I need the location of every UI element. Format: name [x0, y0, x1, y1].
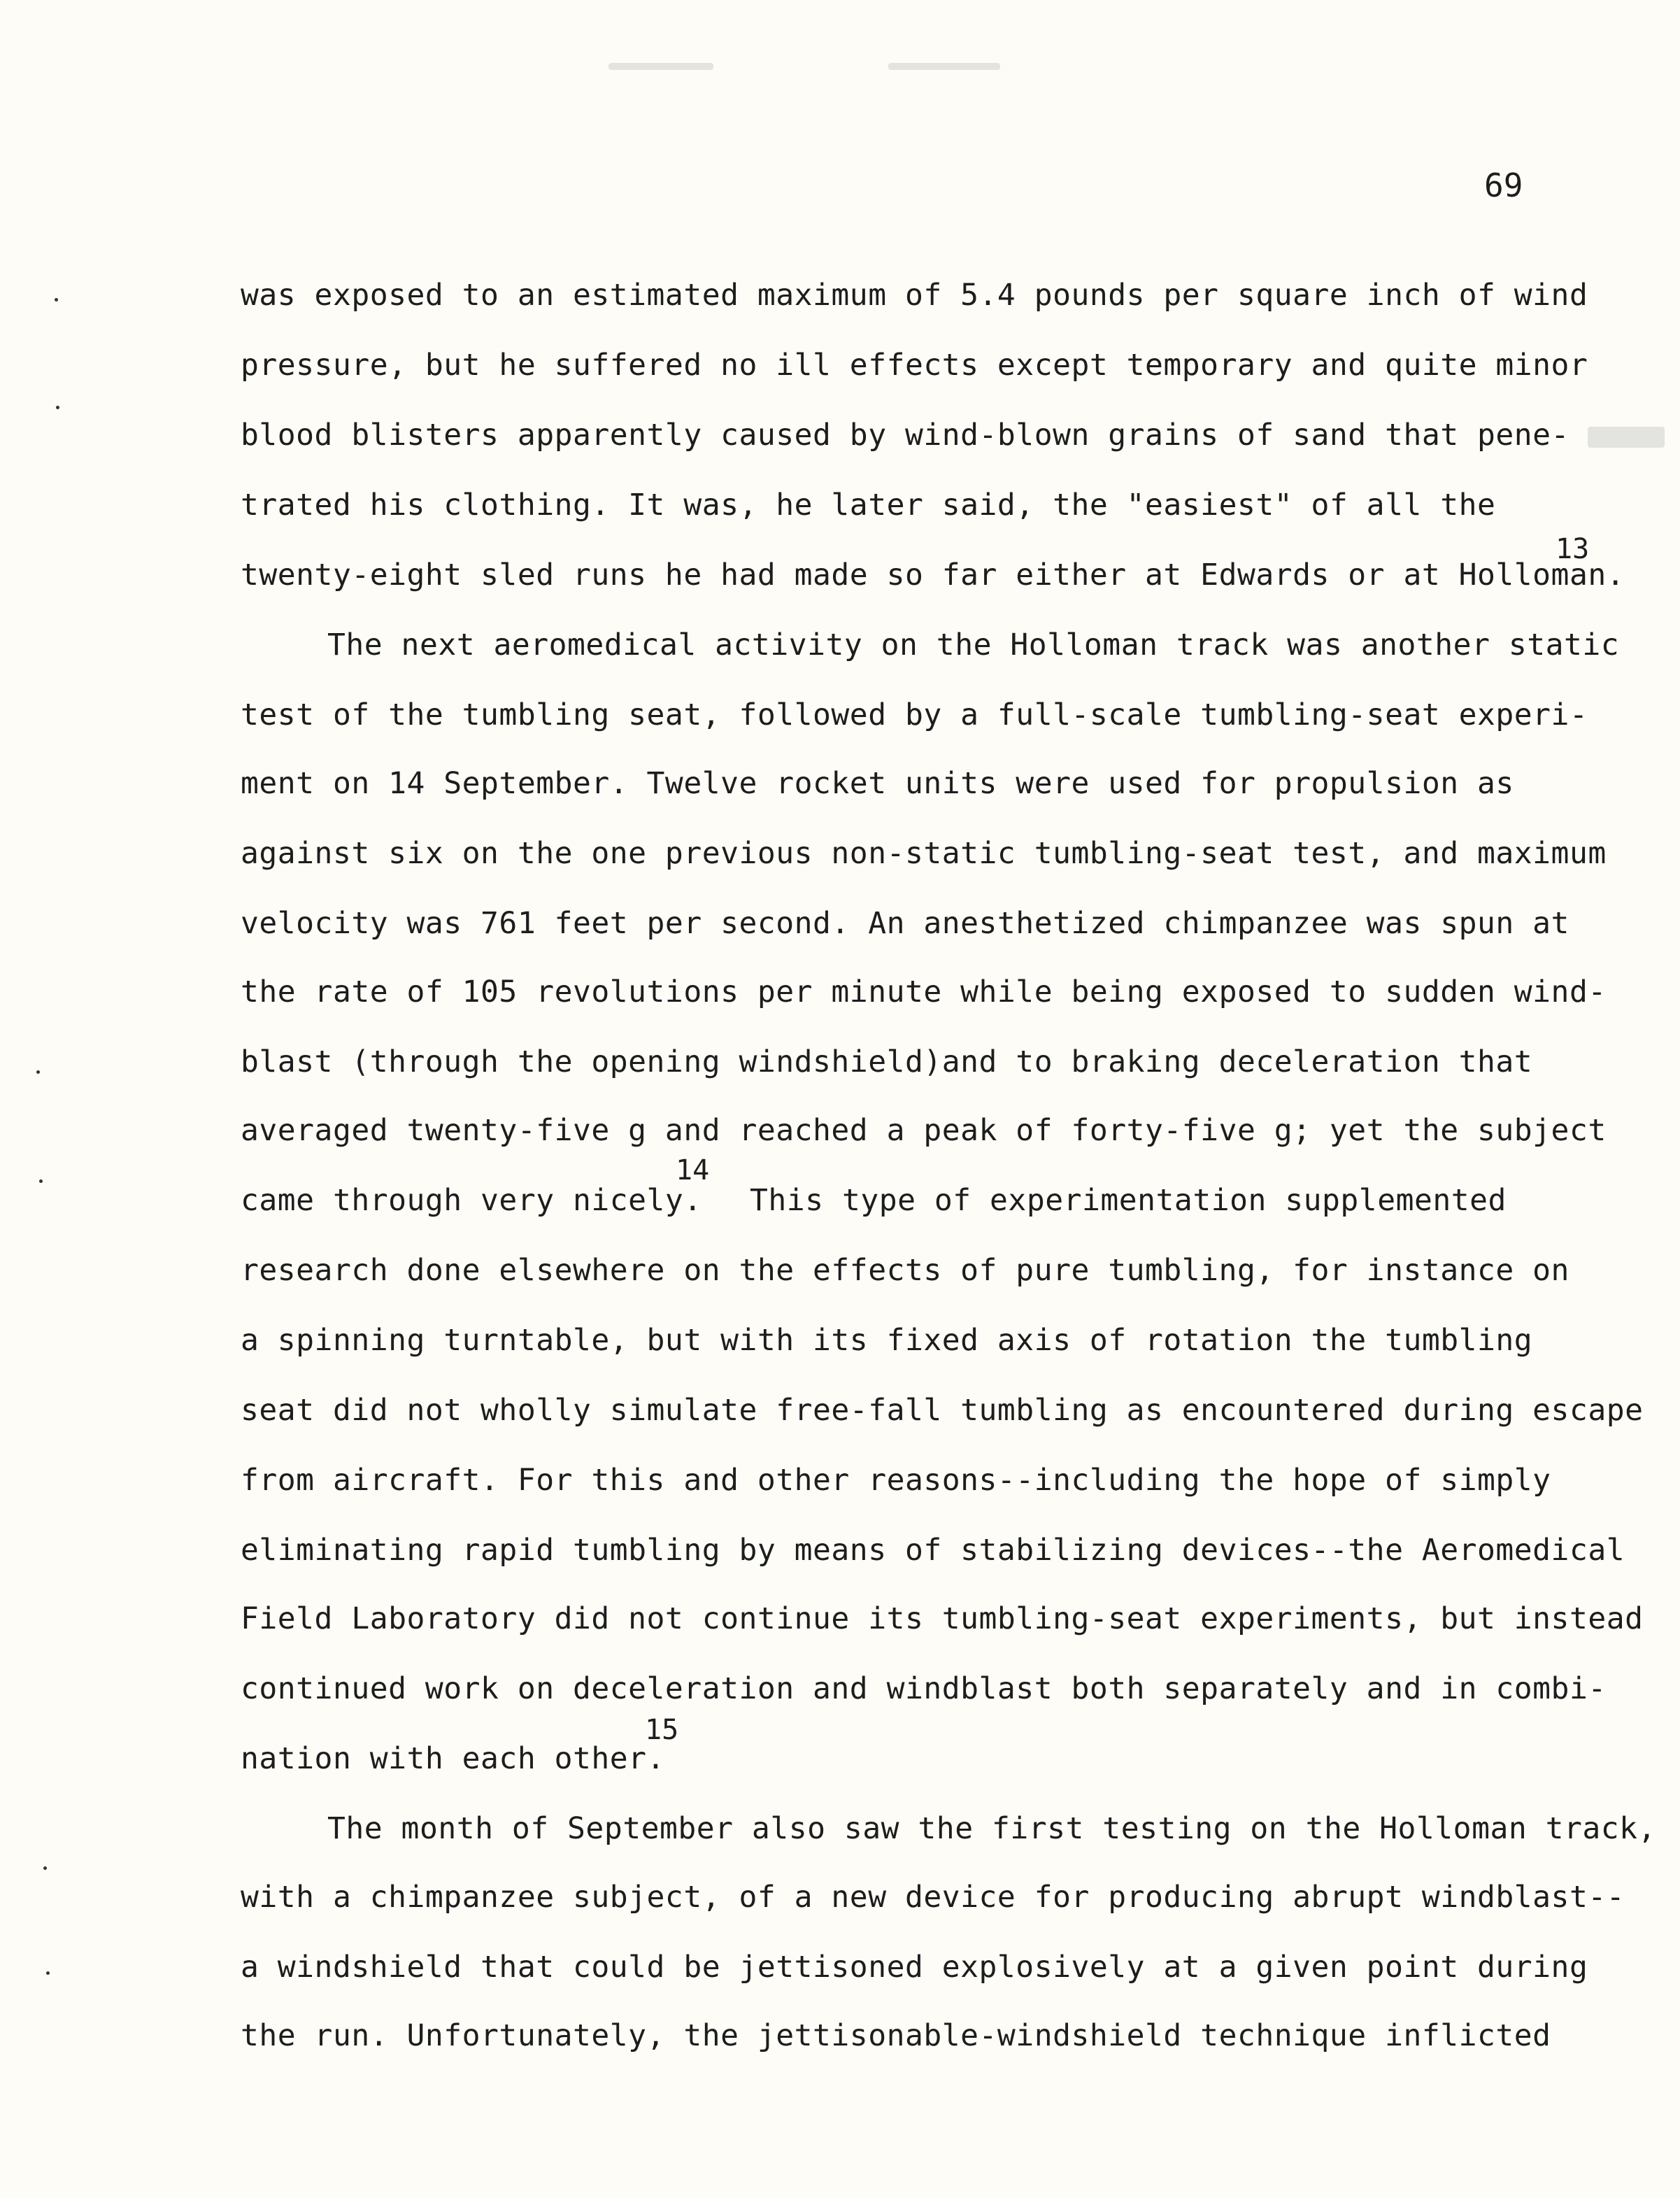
text-line: with a chimpanzee subject, of a new device for producing abrupt windblast--: [241, 1880, 1625, 1915]
margin-speck: [39, 1179, 43, 1183]
page-number: 69: [1484, 166, 1523, 204]
margin-speck: [56, 406, 59, 409]
text-line: pressure, but he suffered no ill effects except temporary and quite minor: [241, 348, 1588, 383]
footnote-ref-15: 15: [645, 1714, 679, 1746]
text-line: the rate of 105 revolutions per minute while being exposed to sudden wind-: [241, 974, 1607, 1009]
text-line: seat did not wholly simulate free-fall tumbling as encountered during escape: [241, 1393, 1644, 1428]
text-line: nation with each other.: [241, 1741, 665, 1776]
text-line: trated his clothing. It was, he later said, the "easiest" of all the: [241, 488, 1496, 523]
text-line: from aircraft. For this and other reasons--including the hope of simply: [241, 1463, 1551, 1498]
paragraph-start: The month of September also saw the first testing on the Holloman track,: [327, 1811, 1656, 1846]
text-line: Field Laboratory did not continue its tumbling-seat experiments, but instead: [241, 1601, 1644, 1636]
text-line: averaged twenty-five g and reached a peak of forty-five g; yet the subject: [241, 1113, 1607, 1148]
text-line: eliminating rapid tumbling by means of stabilizing devices--the Aeromedical: [241, 1533, 1625, 1568]
text-line: test of the tumbling seat, followed by a full-scale tumbling-seat experi-: [241, 697, 1588, 732]
text-line: continued work on deceleration and windblast both separately and in combi-: [241, 1671, 1607, 1706]
text-line: a spinning turntable, but with its fixed axis of rotation the tumbling: [241, 1323, 1533, 1358]
scan-smudge: [1588, 427, 1665, 448]
text-line: twenty-eight sled runs he had made so far either at Edwards or at Holloman.: [241, 558, 1625, 593]
scan-smudge: [608, 63, 713, 70]
text-line: came through very nicely.: [241, 1183, 702, 1218]
footnote-ref-13: 13: [1556, 533, 1590, 565]
margin-speck: [46, 1971, 50, 1975]
text-line: ment on 14 September. Twelve rocket units were used for propulsion as: [241, 766, 1514, 801]
margin-speck: [55, 298, 58, 302]
paragraph-start: The next aeromedical activity on the Holloman track was another static: [327, 628, 1620, 662]
margin-speck: [43, 1866, 47, 1870]
scan-smudge: [888, 63, 1000, 70]
margin-speck: [36, 1070, 40, 1074]
footnote-ref-14: 14: [676, 1154, 710, 1186]
text-line: was exposed to an estimated maximum of 5.4 pounds per square inch of wind: [241, 278, 1588, 313]
text-line: the run. Unfortunately, the jettisonable-windshield technique inflicted: [241, 2018, 1551, 2053]
text-line: against six on the one previous non-static tumbling-seat test, and maximum: [241, 836, 1607, 871]
text-line: a windshield that could be jettisoned explosively at a given point during: [241, 1950, 1588, 1985]
text-line: This type of experimentation supplemented: [750, 1183, 1507, 1218]
text-line: blood blisters apparently caused by wind-blown grains of sand that pene-: [241, 418, 1569, 453]
text-line: velocity was 761 feet per second. An anesthetized chimpanzee was spun at: [241, 906, 1569, 941]
text-line: research done elsewhere on the effects of pure tumbling, for instance on: [241, 1253, 1569, 1288]
text-line: blast (through the opening windshield)and to braking deceleration that: [241, 1044, 1533, 1079]
